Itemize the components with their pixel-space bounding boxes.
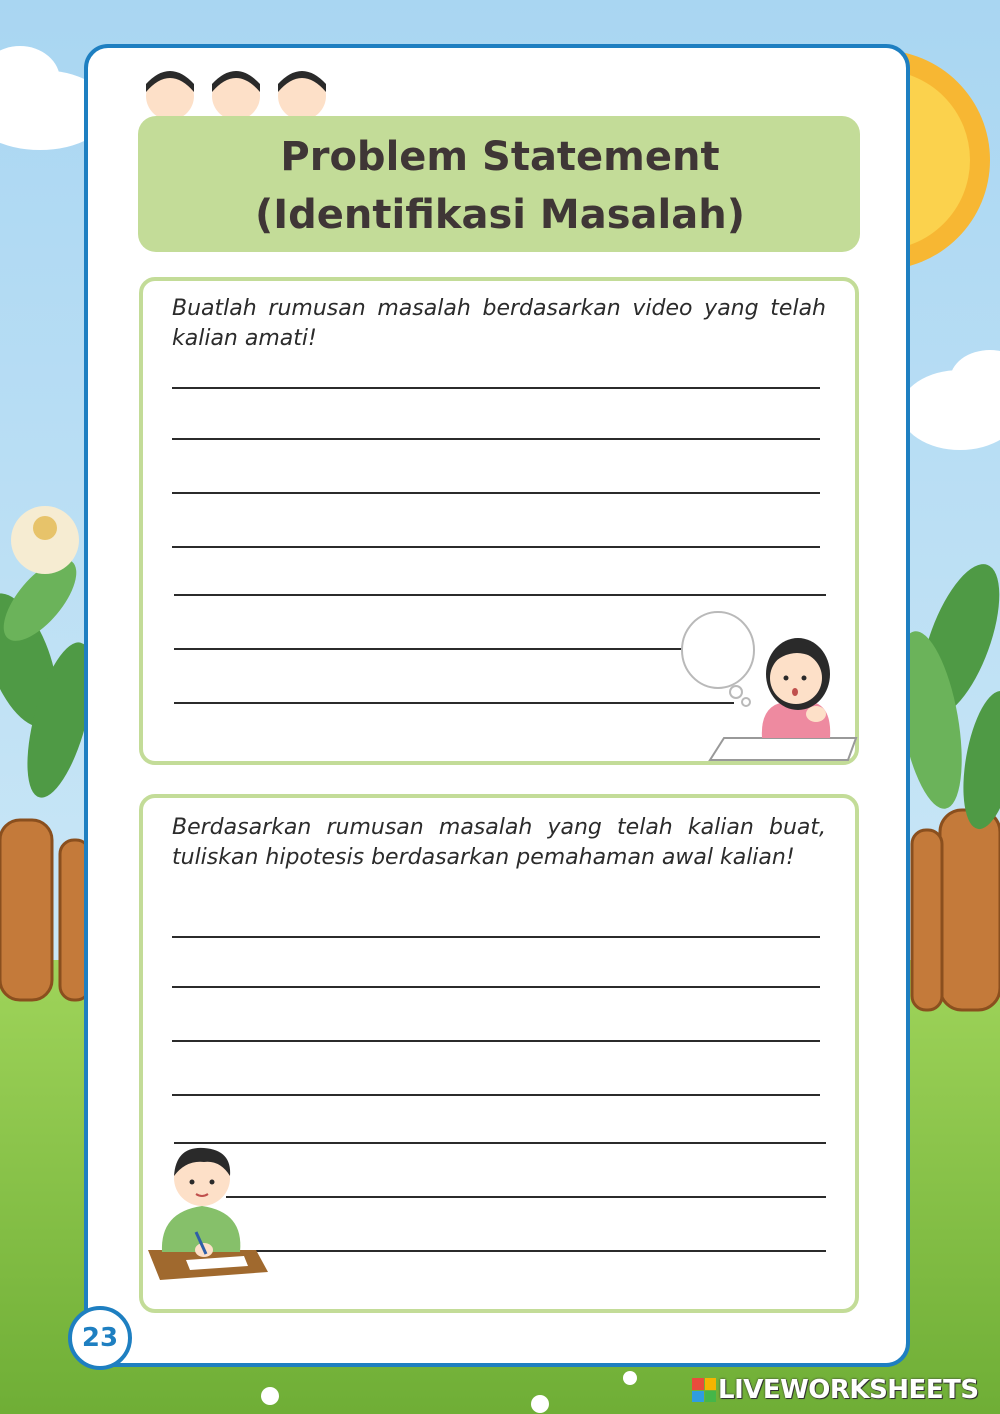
- answer-line[interactable]: [172, 1094, 820, 1096]
- answer-line[interactable]: [172, 986, 820, 988]
- answer-line[interactable]: [240, 1250, 826, 1252]
- answer-line[interactable]: [172, 546, 820, 548]
- answer-line[interactable]: [174, 1142, 826, 1144]
- page-subtitle: (Identifikasi Masalah): [255, 192, 745, 238]
- daisy-icon: [11, 506, 79, 574]
- question-2-prompt: Berdasarkan rumusan masalah yang telah kalian buat, tuliskan hipotesis berdasarkan pemahaman awal kalian!: [172, 815, 826, 870]
- fence-left: [0, 820, 90, 1000]
- answer-line[interactable]: [174, 648, 682, 650]
- liveworksheets-watermark: [692, 1374, 992, 1406]
- fence-right: [912, 810, 1000, 1010]
- page-number-badge: 23: [68, 1306, 132, 1370]
- thinking-girl-illustration: [680, 610, 856, 768]
- answer-line[interactable]: [172, 438, 820, 440]
- writing-boy-illustration: [146, 1142, 270, 1286]
- answer-line[interactable]: [172, 1040, 820, 1042]
- answer-line[interactable]: [172, 492, 820, 494]
- page-title: Problem Statement: [280, 134, 720, 180]
- answer-line[interactable]: [172, 936, 820, 938]
- answer-line[interactable]: [174, 594, 826, 596]
- question-1-prompt: Buatlah rumusan masalah berdasarkan video yang telah kalian amati!: [172, 296, 826, 351]
- answer-line[interactable]: [174, 702, 734, 704]
- answer-line[interactable]: [226, 1196, 826, 1198]
- liveworksheets-logo-icon: [692, 1378, 716, 1402]
- answer-line[interactable]: [172, 387, 820, 389]
- watermark-text: LIVEWORKSHEETS: [718, 1375, 979, 1405]
